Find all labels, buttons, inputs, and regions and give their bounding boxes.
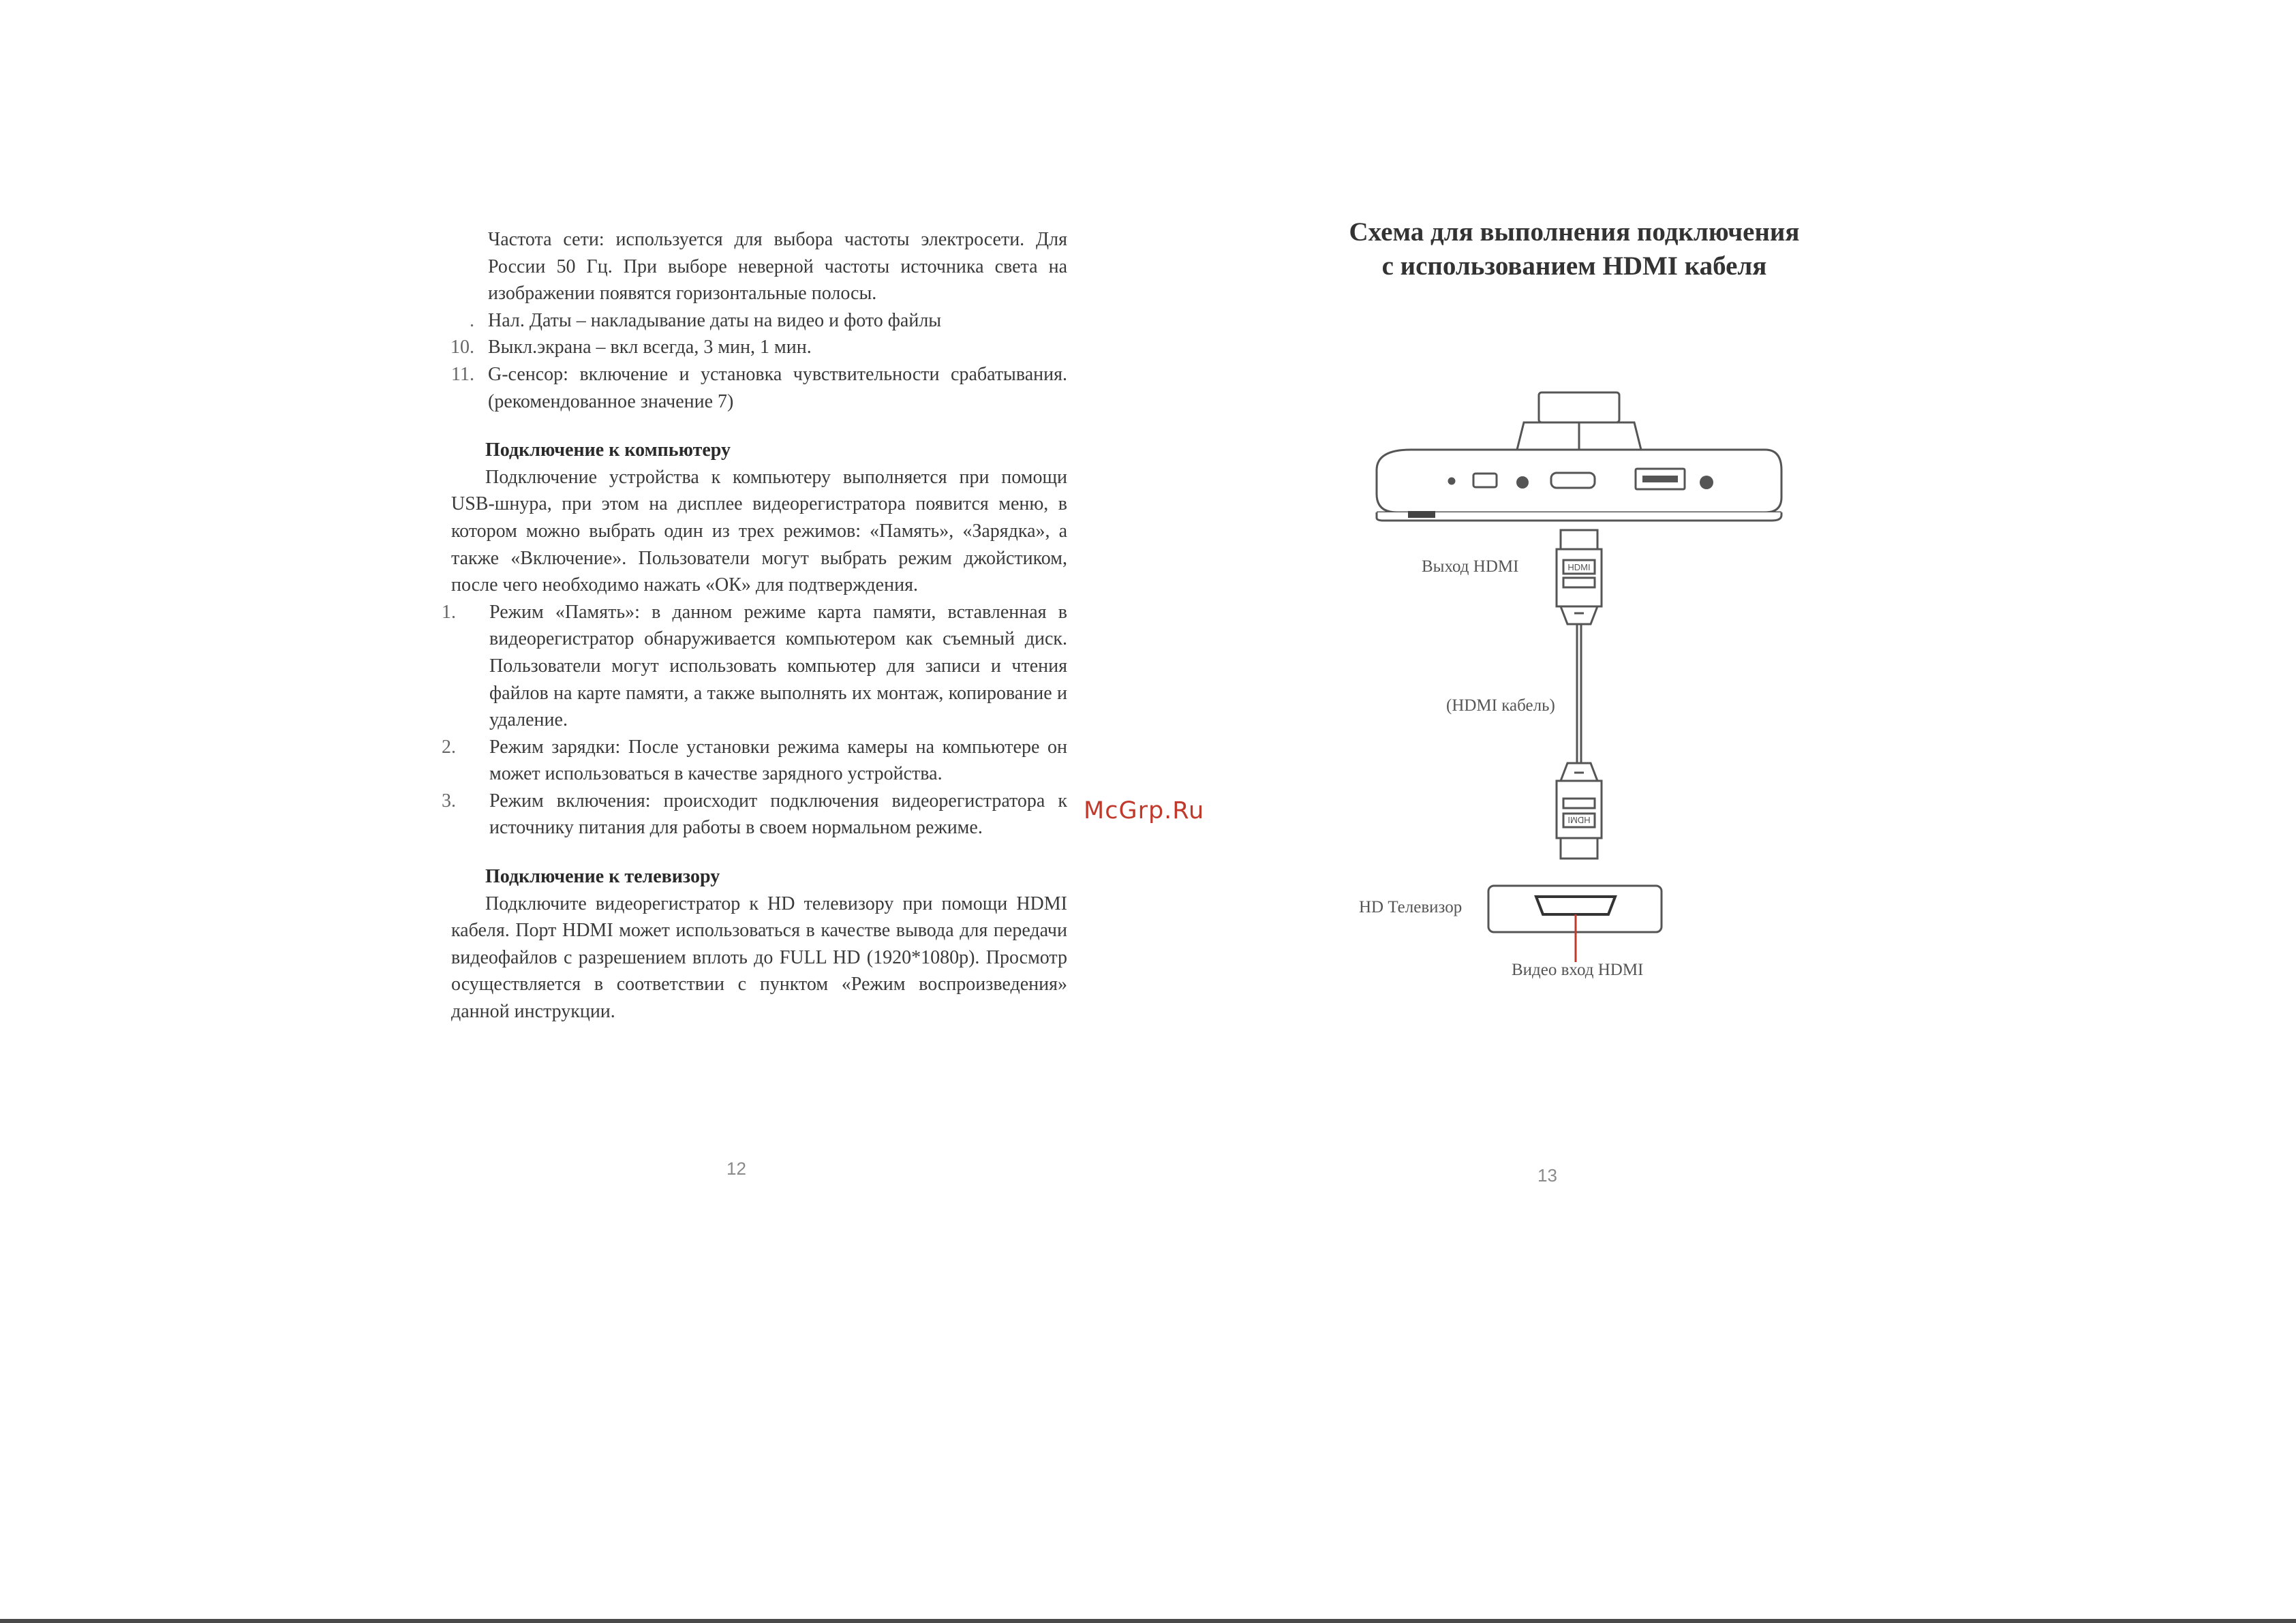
section-pc-intro: Подключение устройства к компьютеру выполняется при помощи USB-шнура, при этом на дисплее видеорегистратора появится меню, в котором можно выбрать один из трех режимов: «Память», «Зарядка», а также «Включение». Пользователи могут выбрать режим джойстиком, после чего необходимо нажать «ОК» для подтверждения. (451, 466, 1067, 596)
list-item (451, 307, 1067, 335)
bottom-bar (0, 1619, 2296, 1623)
hdmi-connection-diagram (1322, 382, 1799, 998)
item-text: Выкл.экрана – вкл всегда, 3 мин, 1 мин. (488, 337, 812, 358)
left-text-column (442, 226, 1067, 1025)
item-number: 2. (442, 736, 456, 758)
list-item (442, 788, 1067, 841)
tv-icon (1488, 886, 1662, 962)
hdmi-cable-icon (1577, 624, 1581, 763)
plug-top-label: HDMI (1567, 562, 1591, 572)
item-text: G-сенсор: включение и установка чувствительности срабатывания. (рекомендованное значение 7) (488, 363, 1067, 412)
list-item (451, 226, 1067, 307)
label-hdmi-out: Выход HDMI (1422, 557, 1519, 576)
item-number: 11. (451, 363, 474, 385)
title-line-1: Схема для выполнения подключения (1349, 217, 1800, 247)
title-line-2: с использованием HDMI кабеля (1381, 251, 1767, 281)
item-number: 10. (450, 337, 474, 358)
page-number-left: 12 (726, 1158, 746, 1179)
section-heading-pc: Подключение к компьютеру (485, 439, 731, 461)
item-number: 1. (442, 601, 456, 623)
hdmi-plug-bottom-icon (1557, 763, 1602, 859)
label-hdmi-cable: (HDMI кабель) (1446, 696, 1555, 715)
label-hd-tv: HD Телевизор (1359, 898, 1463, 916)
item-text: Режим зарядки: После установки режима камеры на компьютере он может использоваться в качестве зарядного устройства. (489, 736, 1067, 785)
list-item (451, 361, 1067, 415)
plug-bottom-label: HDMI (1567, 815, 1591, 825)
item-text: Нал. Даты – накладывание даты на видео и фото файлы (488, 309, 942, 331)
list-item (451, 334, 1067, 361)
item-number: . (470, 309, 474, 331)
section-tv-text: Подключите видеорегистратор к HD телевизору при помощи HDMI кабеля. Порт HDMI может использоваться в качестве вывода для передачи видеофайлов с разрешением вплоть до FULL HD (1920*1080p). Просмотр осуществляется в соответствии с пунктом «Режим воспроизведения» данной инструкции. (451, 893, 1067, 1023)
pc-modes-list (442, 599, 1067, 841)
dashcam-icon (1377, 392, 1781, 521)
list-item (442, 734, 1067, 788)
item-text: Режим «Память»: в данном режиме карта памяти, вставленная в видеорегистратор обнаруживается компьютером как съемный диск. Пользователи могут использовать компьютер для записи и чтения файлов на карте памяти, а также выполнять их монтаж, копирование и удаление. (489, 601, 1067, 731)
list-item (442, 599, 1067, 734)
item-number: 3. (442, 790, 456, 812)
page-number-right: 13 (1537, 1165, 1557, 1186)
label-hdmi-in: Видео вход HDMI (1512, 961, 1644, 979)
hdmi-plug-top-icon (1557, 530, 1602, 624)
watermark: McGrp.Ru (1084, 797, 1205, 824)
item-text: Режим включения: происходит подключения видеорегистратора к источнику питания для работы в своем нормальном режиме. (489, 790, 1067, 839)
section-heading-tv: Подключение к телевизору (485, 866, 720, 888)
diagram-title (1227, 215, 1922, 283)
item-text: Частота сети: используется для выбора частоты электросети. Для России 50 Гц. При выборе неверной частоты источника света на изображении появятся горизонтальные полосы. (488, 229, 1067, 305)
